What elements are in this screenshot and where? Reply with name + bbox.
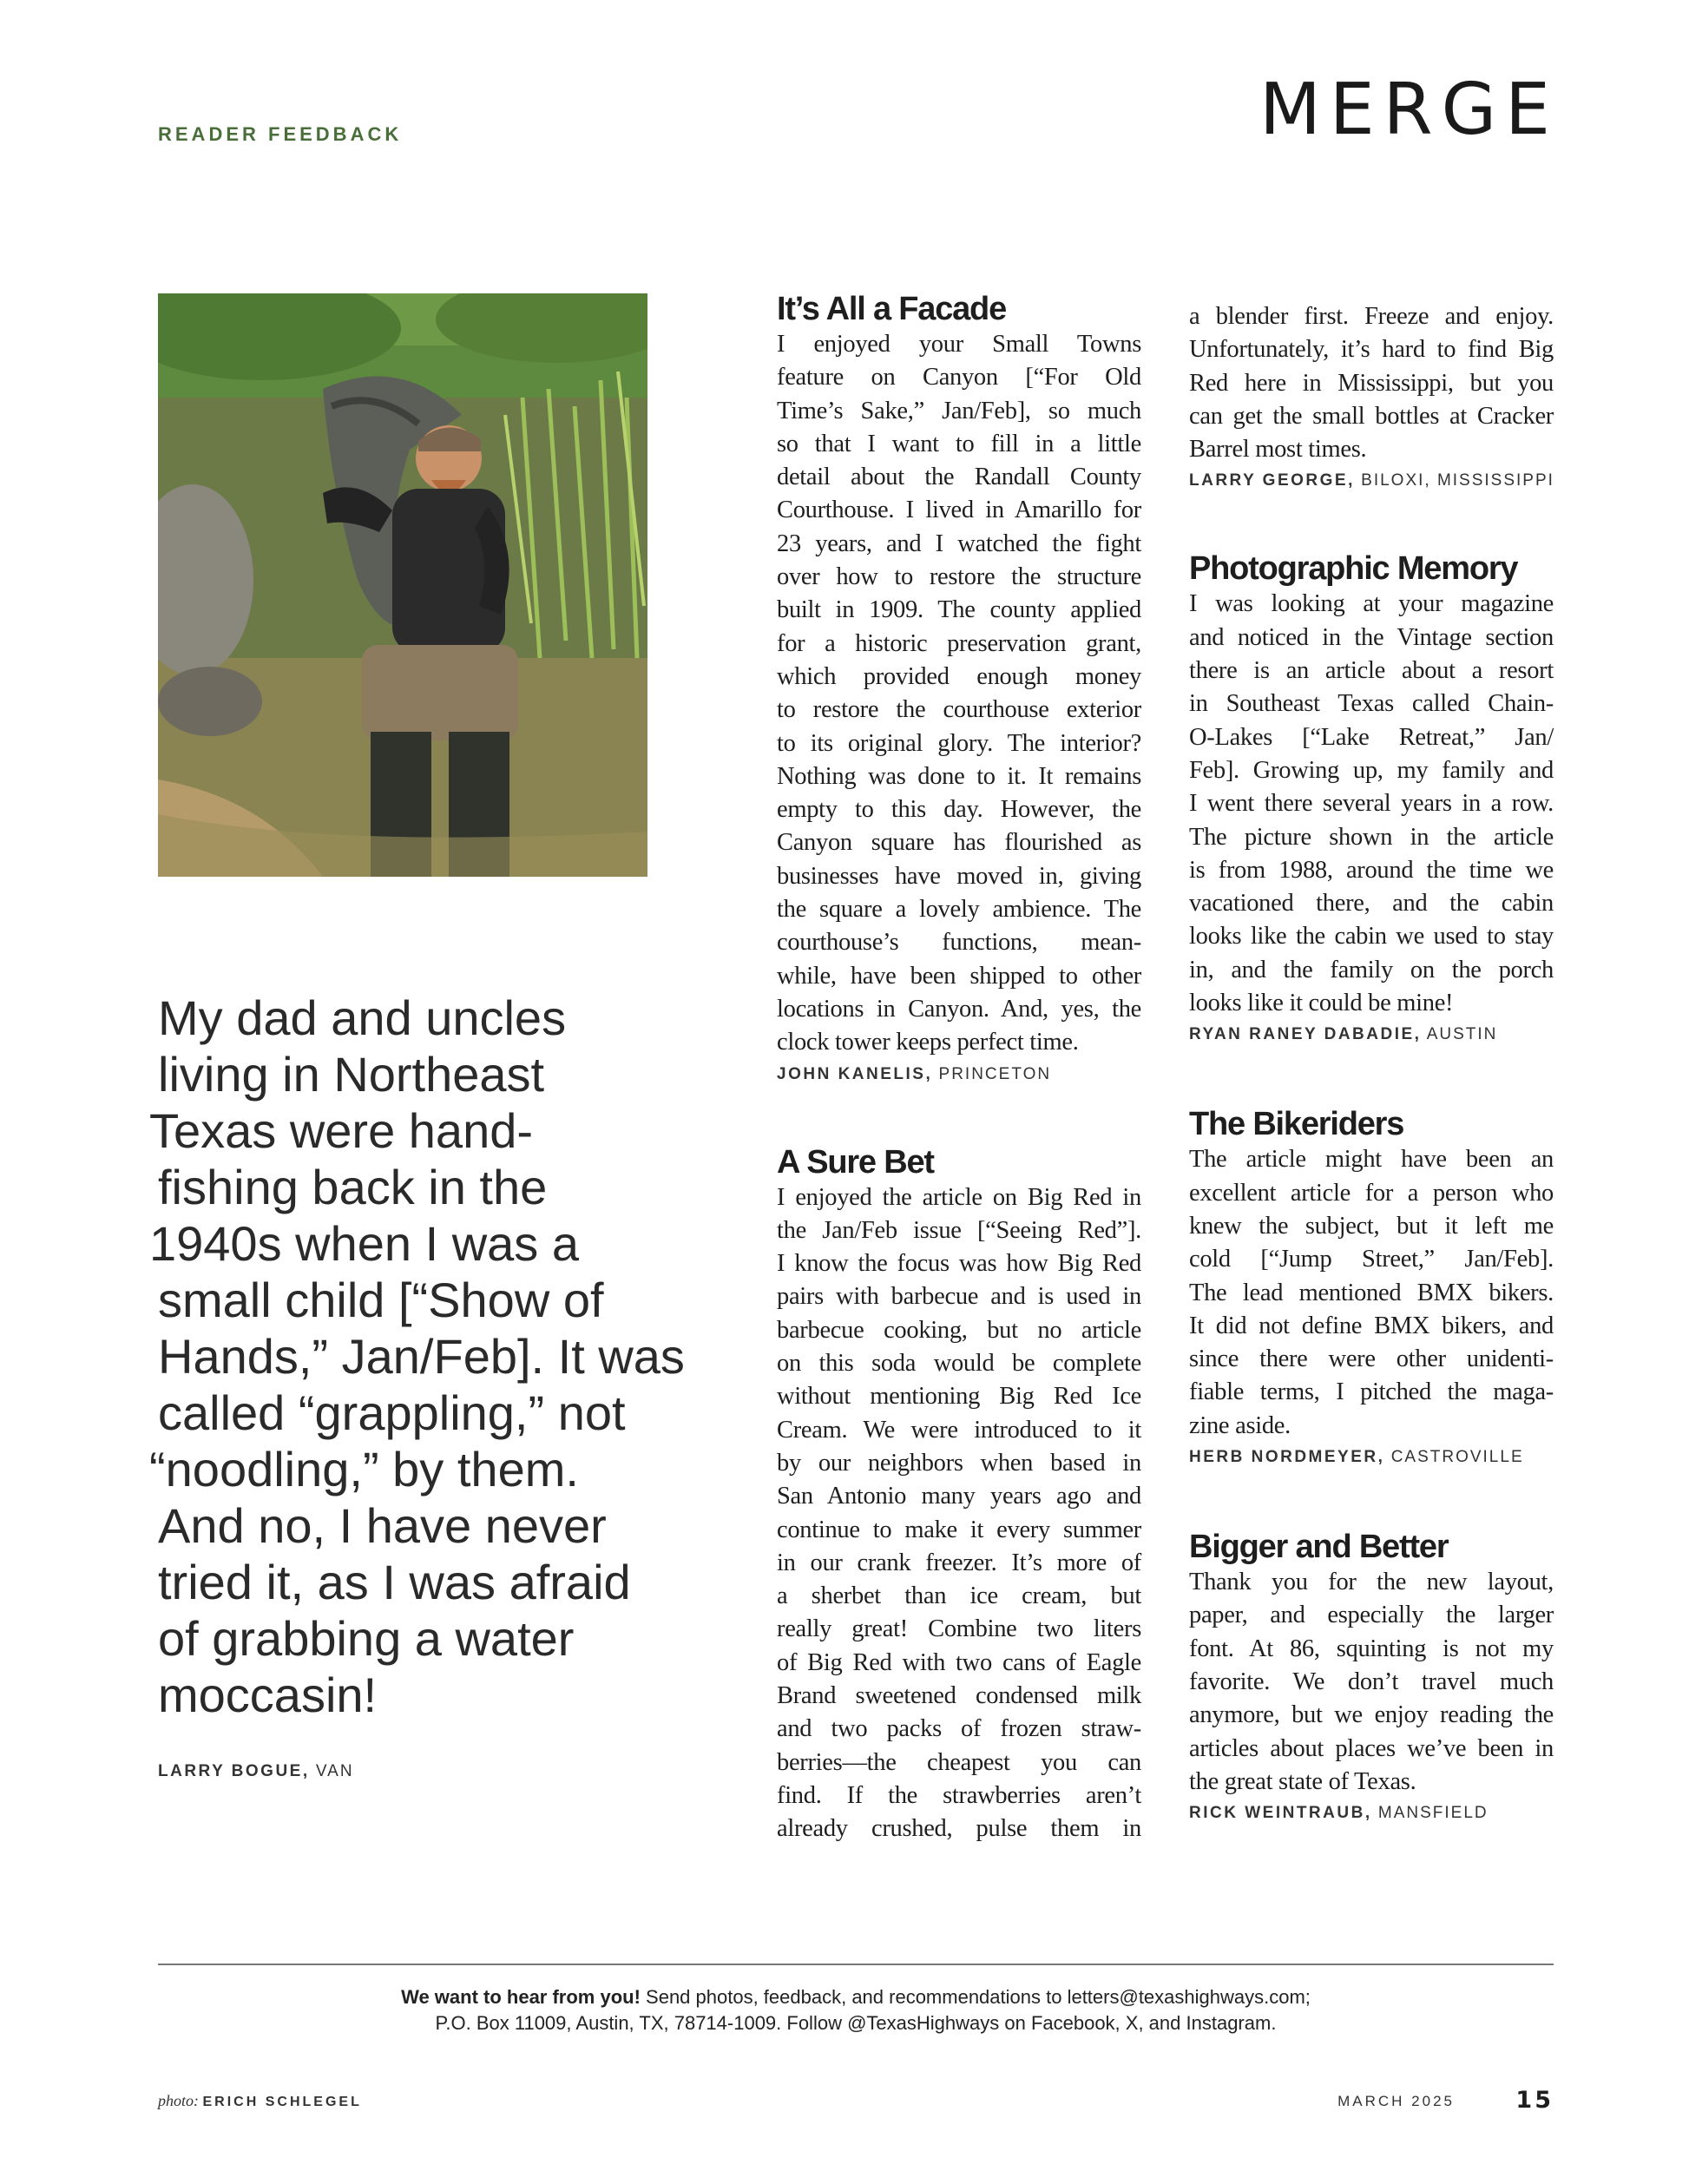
letter-line: Courthouse. I lived in Amarillo for <box>777 497 1141 524</box>
letter-line: fiable terms, I pitched the maga- <box>1189 1378 1554 1406</box>
pull-quote <box>149 990 685 1723</box>
letter-line: Barrel most times. <box>1189 436 1367 464</box>
pull-quote-line: And no, I have never <box>158 1498 607 1553</box>
letter-title: It’s All a Facade <box>777 291 1007 327</box>
signature-place: PRINCETON <box>938 1064 1052 1083</box>
letter-line: a blender first. Freeze and enjoy. <box>1189 303 1554 330</box>
signature-place: BILOXI, MISSISSIPPI <box>1361 471 1554 490</box>
pull-quote-signature <box>158 1762 354 1781</box>
pull-quote-line: living in Northeast <box>158 1047 545 1102</box>
letter-line: I know the focus was how Big Red <box>777 1250 1141 1278</box>
letter-line: excellent article for a person who <box>1189 1179 1554 1207</box>
letter-line: articles about places we’ve been in <box>1189 1734 1554 1762</box>
letter-line: Cream. We were introduced to it <box>777 1416 1141 1444</box>
letter-body <box>1189 1566 1554 1799</box>
page-number: 15 <box>1515 2087 1554 2114</box>
letter-signature <box>1189 471 1554 490</box>
photo-credit-label: photo: <box>158 2092 199 2109</box>
signature-name: RYAN RANEY DABADIE, <box>1189 1025 1422 1044</box>
letter-line: businesses have moved in, giving <box>777 862 1141 890</box>
letter-line: The picture shown in the article <box>1189 823 1554 851</box>
letter-line: pairs with barbecue and is used in <box>777 1283 1141 1311</box>
letter-line: I enjoyed your Small Towns <box>777 331 1141 358</box>
letter-line: really great! Combine two liters <box>777 1615 1141 1643</box>
letter-line: already crushed, pulse them in <box>777 1815 1141 1843</box>
letter-signature <box>1189 1804 1554 1823</box>
letter-line: I was looking at your magazine <box>1189 590 1554 618</box>
footer-divider <box>158 1964 1554 1965</box>
letter-line: Time’s Sake,” Jan/Feb], so much <box>777 397 1141 424</box>
signature-name: HERB NORDMEYER, <box>1189 1448 1385 1467</box>
letter-line: knew the subject, but it left me <box>1189 1212 1554 1240</box>
letter-line: in our crank freezer. It’s more of <box>777 1549 1141 1576</box>
letter-line: anymore, but we enjoy reading the <box>1189 1701 1554 1729</box>
pull-quote-line: My dad and uncles <box>158 990 567 1045</box>
masthead: MERGE <box>1259 69 1559 151</box>
letter-signature <box>1189 1025 1554 1044</box>
signature-place: CASTROVILLE <box>1390 1448 1524 1467</box>
letter-line: empty to this day. However, the <box>777 796 1141 824</box>
letter-line: locations in Canyon. And, yes, the <box>777 995 1141 1023</box>
letter-body <box>777 328 1141 1060</box>
letter-line: 23 years, and I watched the fight <box>777 530 1141 557</box>
letter-line: by our neighbors when based in <box>777 1449 1141 1477</box>
letter-line: Unfortunately, it’s hard to find Big <box>1189 336 1554 364</box>
letter-bigger-and-better <box>1189 1529 1554 1823</box>
pull-quote-line: of grabbing a water <box>158 1611 575 1666</box>
letter-its-all-a-facade <box>777 292 1141 1084</box>
letter-body <box>1189 300 1554 466</box>
letter-line: the great state of Texas. <box>1189 1767 1416 1795</box>
letter-line: so that I want to fill in a little <box>777 430 1141 457</box>
letter-line: vacationed there, and the cabin <box>1189 890 1554 918</box>
letter-line: Red here in Mississippi, but you <box>1189 369 1554 397</box>
pull-quote-line: moccasin! <box>158 1668 378 1722</box>
letter-signature <box>1189 1448 1554 1467</box>
letter-body <box>777 1181 1141 1846</box>
pull-quote-line: tried it, as I was afraid <box>158 1555 631 1609</box>
pull-quote-line: small child [“Show of <box>158 1273 604 1327</box>
letter-line: San Antonio many years ago and <box>777 1483 1141 1510</box>
letter-line: I went there several years in a row. <box>1189 790 1554 818</box>
letter-line: to restore the courthouse exterior <box>777 696 1141 724</box>
footer-callout-line <box>158 1984 1554 2010</box>
pull-quote-line: fishing back in the <box>158 1160 548 1214</box>
letter-line: cold [“Jump Street,” Jan/Feb]. <box>1189 1246 1554 1273</box>
signature-name: RICK WEINTRAUB, <box>1189 1804 1372 1823</box>
letter-line: continue to make it every summer <box>777 1516 1141 1543</box>
letter-line: on this soda would be complete <box>777 1350 1141 1378</box>
letter-photographic-memory <box>1189 551 1554 1044</box>
letter-body <box>1189 588 1554 1020</box>
letter-signature <box>777 1065 1141 1084</box>
letter-line: zine aside. <box>1189 1411 1291 1439</box>
letter-line: O-Lakes [“Lake Retreat,” Jan/ <box>1189 723 1554 751</box>
letter-line: find. If the strawberries aren’t <box>777 1781 1141 1809</box>
letters-column-middle <box>777 292 1141 1845</box>
letter-line: which provided enough money <box>777 662 1141 690</box>
section-label: READER FEEDBACK <box>158 123 403 145</box>
letter-line: font. At 86, squinting is not my <box>1189 1635 1554 1662</box>
letter-line: Brand sweetened condensed milk <box>777 1681 1141 1709</box>
pull-quote-line: “noodling,” by them. <box>149 1442 579 1497</box>
letter-line: over how to restore the structure <box>777 563 1141 591</box>
letter-line: a sherbet than ice cream, but <box>777 1582 1141 1610</box>
letter-line: in Southeast Texas called Chain- <box>1189 690 1554 718</box>
photo-credit-name: ERICH SCHLEGEL <box>202 2095 362 2109</box>
signature-name: LARRY BOGUE, <box>158 1762 310 1780</box>
letter-line: Nothing was done to it. It remains <box>777 762 1141 790</box>
letter-line: without mentioning Big Red Ice <box>777 1383 1141 1411</box>
letter-line: and noticed in the Vintage section <box>1189 623 1554 651</box>
letter-line: the square a lovely ambience. The <box>777 896 1141 924</box>
letter-line: built in 1909. The county applied <box>777 596 1141 624</box>
letter-line: courthouse’s functions, mean- <box>777 929 1141 957</box>
pull-quote-line: called “grappling,” not <box>158 1385 626 1440</box>
letter-title: Photographic Memory <box>1189 550 1518 588</box>
signature-place: MANSFIELD <box>1377 1804 1489 1823</box>
letter-title: Bigger and Better <box>1189 1529 1449 1566</box>
letter-line: of Big Red with two cans of Eagle <box>777 1648 1141 1676</box>
signature-name: JOHN KANELIS, <box>777 1064 933 1083</box>
letter-line: there is an article about a resort <box>1189 657 1554 685</box>
letter-line: clock tower keeps perfect time. <box>777 1029 1079 1056</box>
footer-callout-text: Send photos, feedback, and recommendations to letters@texashighways.com; <box>640 1986 1311 2008</box>
letter-line: for a historic preservation grant, <box>777 629 1141 657</box>
letter-line: barbecue cooking, but no article <box>777 1316 1141 1344</box>
letter-line: paper, and especially the larger <box>1189 1602 1554 1629</box>
man-holding-catfish-icon <box>158 293 647 877</box>
letter-line: The article might have been an <box>1189 1146 1554 1174</box>
letter-line: berries—the cheapest you can <box>777 1748 1141 1776</box>
letter-the-bikeriders <box>1189 1107 1554 1467</box>
letter-line: The lead mentioned BMX bikers. <box>1189 1279 1554 1306</box>
footer-callout-line: P.O. Box 11009, Austin, TX, 78714-1009. Follow @TexasHighways on Facebook, X, and Instagram. <box>435 2012 1277 2034</box>
letter-line: It did not define BMX bikers, and <box>1189 1312 1554 1339</box>
letters-column-right <box>1189 300 1554 1823</box>
footer-callout <box>158 1984 1554 2036</box>
letter-line: looks like it could be mine! <box>1189 990 1454 1017</box>
letter-line: detail about the Randall County <box>777 464 1141 491</box>
letter-line: looks like the cabin we used to stay <box>1189 923 1554 951</box>
letter-line: while, have been shipped to other <box>777 962 1141 990</box>
letter-line: to its original glory. The interior? <box>777 729 1141 757</box>
letter-title: The Bikeriders <box>1189 1106 1404 1143</box>
letter-a-sure-bet-continued <box>1189 300 1554 490</box>
signature-name: LARRY GEORGE, <box>1189 471 1355 490</box>
letter-line: feature on Canyon [“For Old <box>777 364 1141 391</box>
pull-quote-line: Hands,” Jan/Feb]. It was <box>158 1329 685 1384</box>
signature-place: VAN <box>315 1762 354 1780</box>
letter-line: I enjoyed the article on Big Red in <box>777 1183 1141 1211</box>
letter-a-sure-bet <box>777 1145 1141 1846</box>
letter-body <box>1189 1143 1554 1443</box>
photo-credit <box>158 2092 362 2110</box>
letter-line: Thank you for the new layout, <box>1189 1569 1554 1596</box>
letter-line: since there were other unidenti- <box>1189 1345 1554 1373</box>
letter-line: the Jan/Feb issue [“Seeing Red”]. <box>777 1216 1141 1244</box>
letter-line: Canyon square has flourished as <box>777 829 1141 857</box>
letter-line: in, and the family on the porch <box>1189 956 1554 983</box>
footer-callout-lead: We want to hear from you! <box>401 1986 641 2008</box>
letter-line: Feb]. Growing up, my family and <box>1189 756 1554 784</box>
pull-quote-line: Texas were hand- <box>149 1103 534 1158</box>
letter-line: can get the small bottles at Cracker <box>1189 402 1554 430</box>
letter-line: favorite. We don’t travel much <box>1189 1668 1554 1695</box>
letter-line: is from 1988, around the time we <box>1189 856 1554 884</box>
pull-quote-line: 1940s when I was a <box>149 1216 579 1271</box>
letter-title: A Sure Bet <box>777 1143 934 1181</box>
feature-photo <box>158 293 647 877</box>
signature-place: AUSTIN <box>1426 1025 1498 1044</box>
issue-date: MARCH 2025 <box>1337 2093 1455 2109</box>
letter-line: and two packs of frozen straw- <box>777 1715 1141 1743</box>
